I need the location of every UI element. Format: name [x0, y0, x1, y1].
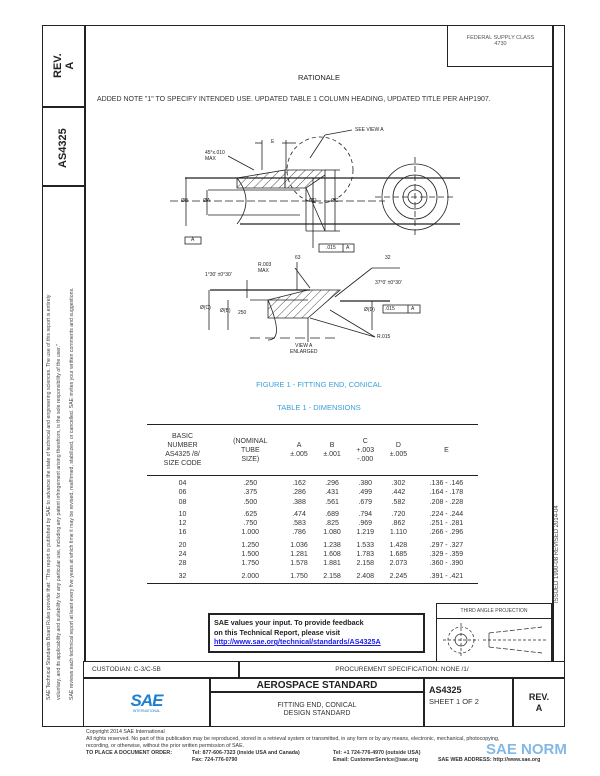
- issue-revised-dates: ISSUED 1990-08 REVISED 2014-04: [554, 505, 560, 603]
- table-cell: 1.238: [323, 541, 341, 549]
- side-rev-label: REV.: [52, 53, 64, 78]
- rationale-text: ADDED NOTE "1" TO SPECIFY INTENDED USE. UPDATED TABLE 1 COLUMN HEADING, UPDATED TITLE PER AHP1907.: [97, 96, 491, 103]
- side-notice-line: SAE Technical Standards Board Rules provide that: "This report is published by SAE to advance the state of technical and engineering sciences. The use of this report is entirely: [46, 294, 52, 700]
- column-header-line: D: [395, 442, 401, 449]
- column-header-line: +.003: [356, 446, 375, 454]
- table-cell: .825: [325, 520, 339, 528]
- dim-e: E: [271, 139, 275, 145]
- side-rev-value: A: [64, 61, 76, 70]
- table-cell: .380: [358, 480, 373, 487]
- column-header: [382, 425, 415, 476]
- table-cell: .561: [325, 498, 339, 506]
- table-cell: 08: [178, 498, 187, 506]
- table-row: [147, 507, 478, 519]
- table-cell: 1.500: [241, 551, 260, 559]
- table-title: TABLE 1 - DIMENSIONS: [277, 403, 361, 412]
- view-a-enlarged: ENLARGED: [290, 349, 318, 355]
- table-cell: .329 - .359: [429, 551, 464, 559]
- table-row: [147, 528, 478, 537]
- see-view-label: SEE VIEW A: [355, 127, 384, 133]
- surface-finish-250: 250: [238, 310, 247, 316]
- runout-datum: A: [346, 245, 350, 251]
- column-header: [316, 425, 349, 476]
- table-cell: .862: [391, 520, 406, 528]
- column-header: [147, 425, 218, 476]
- doc-number: AS4325: [429, 685, 462, 695]
- column-header-line: AS4325 /8/: [165, 451, 200, 458]
- table-row: [147, 519, 478, 528]
- table-cell: 1.281: [290, 551, 308, 559]
- column-header: [349, 425, 382, 476]
- sae-logo-sub: INTERNATIONAL: [132, 708, 161, 713]
- sae-logo-text: SAE: [130, 690, 163, 710]
- side-notice-line: voluntary, and its applicability and suitability for any particular use, including any patent infringement arising therefrom, is the sole responsibility of the user.": [56, 344, 62, 700]
- table-cell: 1.783: [356, 551, 374, 559]
- column-header: [218, 425, 282, 476]
- radius-003-label: [258, 262, 271, 274]
- chamfer-max: MAX: [205, 156, 216, 162]
- column-header: [415, 425, 478, 476]
- dim-a: ØA: [203, 198, 211, 204]
- view-dim-c: Ø(C): [200, 305, 211, 311]
- dimensions-table: [147, 424, 478, 584]
- table-cell: .969: [358, 520, 373, 528]
- projection-label: THIRD ANGLE PROJECTION: [437, 604, 551, 619]
- table-cell: .251 - .281: [429, 520, 464, 528]
- table-cell: .162: [292, 480, 306, 487]
- view-runout: .015: [385, 306, 395, 312]
- table-cell: .750: [243, 520, 258, 528]
- table-row: [147, 488, 478, 497]
- table-cell: 1.685: [389, 551, 408, 559]
- fsc-label: FEDERAL SUPPLY CLASS: [466, 35, 535, 41]
- table-cell: 1.428: [389, 541, 408, 549]
- document-title: [210, 692, 424, 727]
- tel-intl: Tel: +1 724-776-4970 (outside USA): [333, 750, 421, 756]
- table-cell: .500: [243, 498, 258, 506]
- column-header-line: E: [444, 446, 449, 454]
- chamfer-value: 45°x.010: [205, 150, 225, 156]
- column-header-line: (NOMINAL: [233, 437, 268, 445]
- table-cell: .375: [243, 489, 258, 497]
- order-label: TO PLACE A DOCUMENT ORDER:: [86, 750, 173, 756]
- column-header-line: B: [329, 442, 335, 449]
- table-cell: 1.881: [323, 560, 341, 568]
- table-cell: 1.750: [283, 569, 316, 584]
- procurement-specification: PROCUREMENT SPECIFICATION: NONE /1/: [239, 661, 565, 678]
- table-cell: .224 - .244: [429, 510, 464, 518]
- table-cell: 2.158: [316, 569, 349, 584]
- rev-cell: [513, 678, 565, 727]
- column-header-line: SIZE CODE: [163, 460, 202, 467]
- table-cell: 04: [178, 480, 187, 487]
- third-angle-projection-box: [436, 603, 552, 662]
- side-notice-line: SAE reviews each technical report at least every five years at which time it may be revised, reaffirmed, stabilized, or cancelled. SAE invites your written comments and suggestions.: [69, 287, 75, 700]
- table-row: [147, 476, 478, 489]
- feedback-line: SAE values your input. To provide feedback: [214, 618, 364, 627]
- surface-finish-63: 63: [295, 255, 301, 261]
- table-cell: .296: [325, 480, 339, 487]
- table-cell: .720: [391, 510, 406, 518]
- projection-symbol-icon: [437, 619, 551, 661]
- feedback-link[interactable]: http://www.sae.org/technical/standards/AS4325A: [214, 637, 381, 646]
- table-cell: .302: [391, 480, 406, 487]
- column-header-line: BASIC: [172, 433, 194, 440]
- table-cell: 2.073: [389, 560, 408, 568]
- table-cell: 2.000: [218, 569, 282, 584]
- table-cell: 1.533: [356, 541, 374, 549]
- table-cell: .136 - .146: [429, 480, 464, 487]
- radius-value: R.003: [258, 262, 272, 268]
- table-cell: 20: [178, 541, 187, 549]
- dim-c: ØC: [331, 198, 339, 204]
- table-cell: .474: [292, 510, 306, 518]
- table-row: [147, 538, 478, 550]
- table-cell: 1.608: [323, 551, 341, 559]
- table-cell: 32: [147, 569, 218, 584]
- rev-value: A: [535, 702, 543, 713]
- column-header-line: SIZE): [241, 455, 260, 463]
- web-address[interactable]: SAE WEB ADDRESS: http://www.sae.org: [438, 757, 541, 763]
- rationale-title: RATIONALE: [298, 73, 340, 82]
- table-cell: 1.036: [290, 541, 308, 549]
- side-doc-number: AS4325: [57, 128, 69, 168]
- feedback-line: on this Technical Report, please visit: [214, 627, 341, 637]
- table-cell: 06: [178, 489, 187, 497]
- table-cell: .431: [325, 489, 339, 497]
- title-line: DESIGN STANDARD: [283, 709, 351, 717]
- dim-d: ØD: [309, 198, 317, 204]
- table-cell: .786: [292, 529, 306, 537]
- table-cell: .266 - .296: [429, 529, 464, 537]
- rev-label: REV.: [528, 691, 550, 702]
- custodian: CUSTODIAN: C-3/C-5B: [83, 661, 239, 678]
- column-header-line: NUMBER: [167, 442, 198, 449]
- table-cell: .391 - .421: [415, 569, 478, 584]
- sae-logo: [83, 678, 210, 727]
- table-cell: 28: [178, 560, 187, 568]
- table-cell: .208 - .228: [429, 498, 464, 506]
- table-row: [147, 550, 478, 559]
- surface-finish-32: 32: [385, 255, 391, 261]
- column-header-line: -.000: [357, 455, 374, 463]
- table-cell: .582: [391, 498, 406, 506]
- table-cell: 16: [178, 529, 187, 537]
- view-dim-b: Ø(B): [220, 308, 231, 314]
- feedback-box: [208, 613, 425, 653]
- column-header-line: TUBE: [240, 446, 260, 454]
- tel-us: Tel: 877-606-7323 (inside USA and Canada): [192, 750, 300, 756]
- table-cell: .388: [292, 498, 306, 506]
- table-cell: 2.158: [356, 560, 374, 568]
- table-cell: 10: [178, 510, 187, 518]
- table-cell: .499: [358, 489, 373, 497]
- table-cell: 1.750: [241, 560, 260, 568]
- column-header-line: ±.005: [290, 451, 308, 458]
- table-cell: .679: [358, 498, 373, 506]
- fax: Fax: 724-776-0790: [192, 757, 238, 763]
- table-cell: .689: [325, 510, 339, 518]
- table-cell: 24: [178, 551, 187, 559]
- table-cell: .625: [243, 510, 258, 518]
- table-cell: 1.110: [389, 529, 407, 537]
- table-cell: 2.408: [349, 569, 382, 584]
- table-cell: 1.080: [323, 529, 341, 537]
- copyright: Copyright 2014 SAE International: [86, 729, 165, 735]
- column-header-line: A: [296, 442, 302, 449]
- watermark-logo: SAE NORM: [486, 741, 567, 758]
- rights-text: All rights reserved. No part of this publication may be reproduced, stored in a retrieval system or transmitted, in any form or by any means, electronic, mechanical, photocopying,: [86, 736, 500, 742]
- standard-type: AEROSPACE STANDARD: [210, 678, 424, 692]
- angle-2: 37°0' ±0°30': [375, 280, 402, 286]
- table-cell: .286: [292, 489, 306, 497]
- email: Email: CustomerService@sae.org: [333, 757, 418, 763]
- column-header-line: C: [362, 437, 368, 445]
- column-header: [283, 425, 316, 476]
- angle-1: 1°30' ±0°30': [205, 272, 232, 278]
- table-cell: 1.250: [241, 541, 260, 549]
- table-cell: 1.000: [241, 529, 260, 537]
- table-cell: 1.578: [290, 560, 308, 568]
- table-cell: .250: [243, 480, 258, 487]
- table-cell: .360 - .390: [429, 560, 464, 568]
- radius-max: MAX: [258, 268, 269, 274]
- view-runout-datum: A: [411, 306, 415, 312]
- table-cell: .297 - .327: [429, 541, 464, 549]
- view-a-title: VIEW A: [295, 343, 313, 349]
- dim-b: ØB: [181, 198, 189, 204]
- radius-015: R.015: [377, 334, 391, 340]
- figure-caption: FIGURE 1 - FITTING END, CONICAL: [256, 380, 382, 389]
- runout-tolerance: .015: [326, 245, 336, 251]
- table-cell: .583: [292, 520, 306, 528]
- chamfer-label: [205, 150, 225, 162]
- doc-number-cell: [424, 678, 513, 727]
- table-cell: 1.219: [356, 529, 374, 537]
- column-header-line: ±.001: [323, 451, 341, 458]
- table-row: [147, 559, 478, 568]
- table-cell: 12: [178, 520, 187, 528]
- table-cell: 2.245: [382, 569, 415, 584]
- table-cell: .164 - .178: [429, 489, 464, 497]
- table-cell: .794: [358, 510, 373, 518]
- fsc-value: 4730: [494, 41, 507, 47]
- rights-text: recording, or otherwise, without the prior written permission of SAE.: [86, 743, 245, 749]
- title-line: FITTING END, CONICAL: [277, 701, 357, 709]
- table-cell: .442: [391, 489, 406, 497]
- datum-a: A: [191, 237, 195, 243]
- column-header-line: ±.005: [389, 451, 408, 458]
- table-row: [147, 569, 478, 584]
- view-a-label: [290, 343, 318, 355]
- view-dim-d: Ø(D): [364, 307, 375, 313]
- sheet-number: SHEET 1 OF 2: [429, 697, 479, 706]
- table-row: [147, 498, 478, 507]
